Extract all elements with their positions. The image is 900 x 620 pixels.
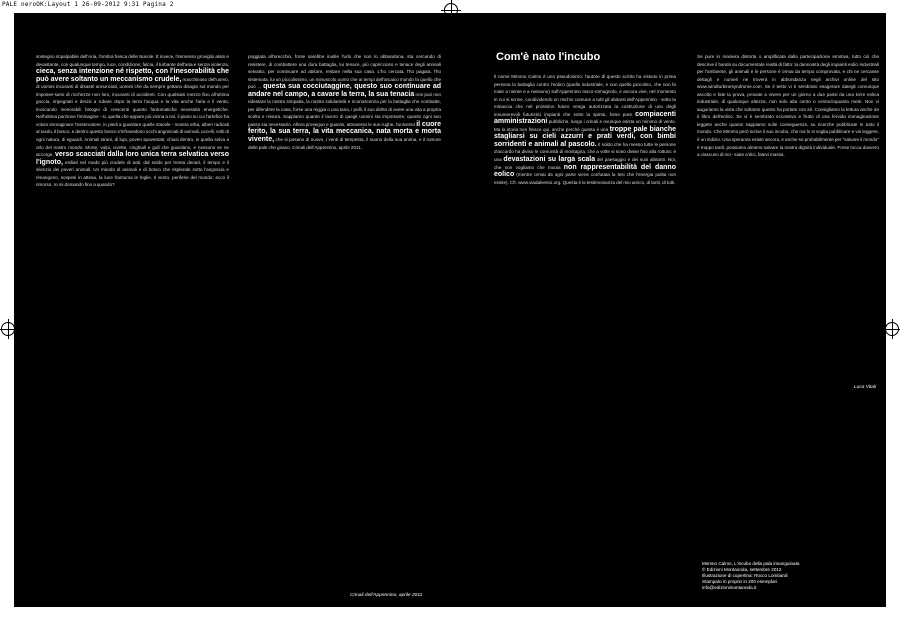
body-text: sostegno impalpabile dell'Aria, l'ombra fresca delle Nuvole. E invece, l'immenso groviglio alato e devastante, con qualunque tempo, luce, condizione; falcia, il turbante dell'aria e senza violenza, (36, 54, 229, 67)
body-text: del paesaggio e dei suoi abitanti. Noi, che non vogliamo che muoia (494, 157, 676, 170)
colophon-line: © Edizioni Montaonda, settembre 2012 (702, 567, 782, 572)
colophon (702, 561, 862, 591)
body-text: Il nome Mimmo Calmo è uno pseudonimo: l'autore di questo scritto ha vissuto in prima persona la battaglia contro l'eolico (quello industriale, e non quello piccolino, che non fa male a niente e a nessuno) sull'Appennino tosco-romagnolo, e ancora vive, nel momento in cui si scrive, condividendo un rischio comune a tutti gli abitanti dell'Appennino - sotto la minaccia che nel prossimo futuro venga autorizzata la costruzione di uno degli innumerevoli futuristici impianti che sotto la spinta, forse pure (494, 74, 676, 117)
registration-mark-left (1, 322, 15, 336)
print-slug: PALE neroOK:Layout 1 26-09-2012 9:31 Pagina 2 (2, 1, 174, 8)
body-text: esiliati nel modo più crudele di tutti, dal soldo per trenta denari, il tempo e il silenzio dei poveri animali. Un mondo di animali e di bosco che risplende sotto l'angoscia e rimangono, sospesi in attesa, la luce frantuma le foglie. Il vento, periferie del mondo: ecco il rimorso. Io mi domando fino a quando? (36, 159, 229, 188)
emphasized-text: non rappresentabilità del danno eolico (494, 163, 676, 179)
body-text: Il soldo che ha messo tutte le persone d'accordo ha diviso le comunità di montagna, che a volte si sono divise fino alla rottura: è una (494, 141, 676, 163)
registration-mark-right (885, 322, 899, 336)
emphasized-text: verso scacciati dalla loro unica terra selvatica verso l'ignoto, (36, 151, 229, 166)
colophon-line: Stampato in proprio in 200 esemplari (702, 579, 778, 584)
colophon-line: info@edizionimontaonda.it (702, 585, 757, 590)
body-text: (mentre ormai da ogni parte viene confutata la tesi che l'energia pulita non esiste). Cfr. www.viadalvento.org. Questa è la testimonianza del mio amico, di tanti, di tutti. (494, 172, 676, 185)
left-page-column-2 (248, 53, 441, 593)
left-page-column-1 (36, 53, 229, 601)
emphasized-text: compiacenti amministrazioni (494, 110, 676, 126)
emphasized-text: devastazioni su larga scala (503, 156, 596, 164)
colophon-line: Mimmo Calmo, L'incubo della pala insanguinata (702, 561, 800, 566)
page-spread (14, 13, 886, 607)
chapter-heading: Com'è nato l'incubo (496, 51, 601, 63)
right-page-column-2 (697, 53, 879, 378)
body-text: non può non ridestare la nostra simpatia, la nostra solidarietà e riconoscenza per la battaglia che combatte, per difendere la casa, forse una reggia o una tana, i polli, il suo diritto di avere una vita a propria scelta e misura. Sappiamo quanto il lavoro di quegli uomini sia importante, quanto ogni suo passo sia necessario. Allora proseguo e guardo, attraverso le sue rughe, l'universo (248, 91, 441, 127)
left-page-signature: Crinali dell'Appennino, aprile 2011 (350, 593, 423, 598)
emphasized-text: questa sua cocciutaggine, questo suo continuare ad andare nel campo, a cavare la terra, la sua tenacia (248, 83, 441, 98)
body-text: pubbliche, lungo i crinali e ovunque esista un minimo di vento. Ma la storia non finisce qui, anche perché questa è una (494, 119, 676, 132)
body-text: Se pure in maniera distorta o amplificata dalla partecipazione emotiva, tutto ciò che descrive il bando su documentate realtà di fatto: la dannosità degli impianti eolici industriali per l'ambiente, gli animali e le persone è ormai da tempo comprovata, e chi ne cercasse dettagli e numeri ne troverà in abbondanza negli archivi online del sito www.windturbinesyndrome.com. Se il testo vi è sembrato esagerare dategli comunque ascolto e fate la prova, provate a vivere per un giorno a due passi da una torre eolica industriale, di qualunque altezza, non solo alta cento o centocinquanta metri. Non vi auguriamo la vista che soltanto questo ha portato con sé. Consigliamo la lettura anche de Il libro dell'eolico. Se vi è sembrato eccessivo e frutto di una fervida immaginazione leggete anche quanto sappiamo sulle conseguenze, su ricerche pubblicate in tutto il mondo. Che Mimmo però scrive il suo incubo, che noi lo si voglia pubblicare e voi leggere, è un indizio. Una speranza esiste ancora, e anche se probabilmente per "salvare il mondo" è troppo tardi, possiamo almeno salvare la nostra dignità individuale. Forse tocca davvero a ciascuno di noi - siate critici, fatevi massa. (697, 54, 879, 158)
emphasized-text: il cuore ferito, la sua terra, la vita meccanica, nata morta e morta vivente, (248, 120, 441, 144)
right-page-column-1 (494, 73, 676, 603)
body-text: che si posano di nuovo, i venti di tempesta, il suono della sua anima, e il rumore delle pale che girano. Crinali dell'Appennino, aprile 2011. (248, 137, 441, 150)
right-page-signature: Luca Vitali (854, 385, 877, 390)
body-text: macchinoso dell'uomo, di uomini incuranti di disastri annunciati, uomini che da sempre gettano disagio sul mondo per imposse-sarsi di ricchezze non loro, incuranti di accidenti. Con qualsiasi mezzo fino all'ultima goccia, impegnati e decisi a rubare dopo la terra l'acqua e la vita anche l'aria e il vento, invocando inesorabili bisogni di crescenti quanto fantomatiche necessità energetiche. Nell'ultima porzione l'immagine - si, quella che appare più vicina a noi, il piano su cui l'artefice ha voluto immaginare l'osservatore, in piedi a guardare quelle stacele - mostra erba, alberi radicati al suolo, il bosco, e dentro questo bosco s'infravedono occhi angosciati di animali, uccelli, volti di ogni natura, di sguardi. Animali strani, di lupi, poveri spaventati, chiusi dentro, in quella selva a orlo del nostro mondo. Morte, volpi, civette, cinghiali e gufi che guardano, e nessuno se ne accorge, (36, 76, 229, 158)
emphasized-text: cieca, senza intenzione né rispetto, con l'inesorabilità che può avere soltanto un meccanismo crudele, (36, 68, 229, 83)
body-text: poggiata all'orecchio, forse sarebbe inutile l'urlo che non lo abbandona, sta cercando di resistere, di combattere una dura battaglia, lui tenace, più capriccioso e tenace degli animali selvatici, per continuare ad abitare, restare nella sua casa. L'ho cercata, l'ho pagata, l'ho sistemata, lui un piccolissimo, un minuscolo uomo che ai tempi dell'arcaico mondo fa quello che può ... (248, 54, 441, 90)
emphasized-text: troppe pale bianche stagliarsi su cieli azzurri e prati verdi, con bimbi sorridenti e animali al pascolo. (494, 125, 676, 148)
colophon-line: Illustrazione di copertina: Rocco Lombardi (702, 573, 788, 578)
